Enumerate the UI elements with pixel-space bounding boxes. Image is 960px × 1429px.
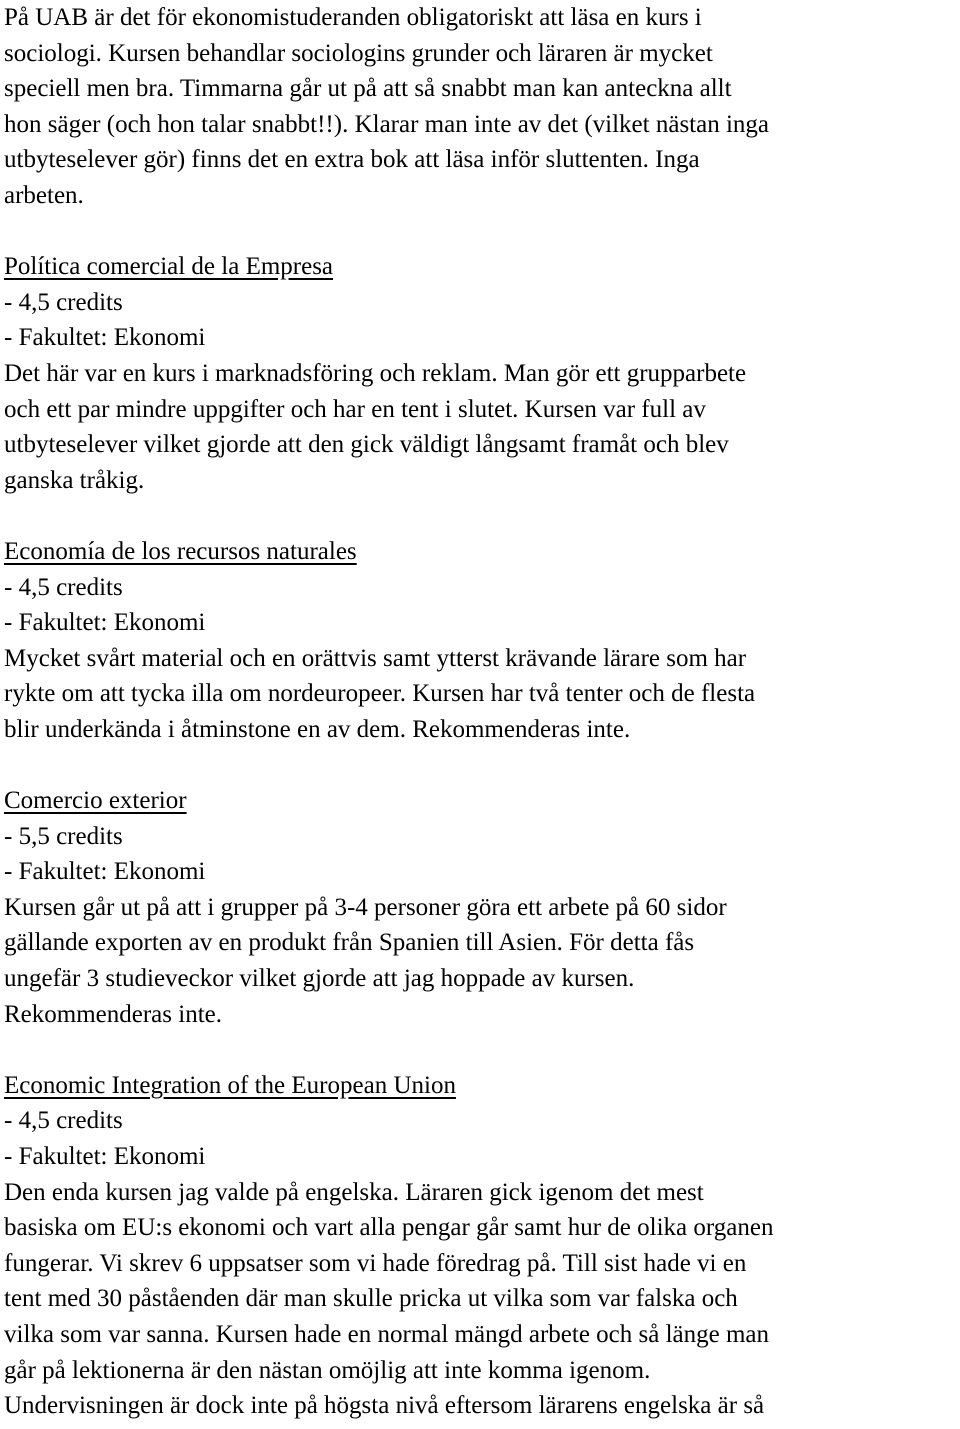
course-credits: - 4,5 credits	[4, 1107, 123, 1135]
course-faculty: - Fakultet: Ekonomi	[4, 609, 206, 637]
course-title: Economic Integration of the European Union	[4, 1071, 456, 1099]
course-credits: - 5,5 credits	[4, 822, 123, 850]
course-description: Den enda kursen jag valde på engelska. Läraren gick igenom det mest basiska om EU:s ekonomi och vart alla pengar går samt hur de olika organen fungerar. Vi skrev 6 uppsatser som vi hade föredrag på. Till sist hade vi en tent med 30 påståenden där man skulle pricka ut vilka som var falska och vilka som var sanna. Kursen hade en normal mängd arbete och så länge man går på lektionerna är den nästan omöjlig att inte komma igenom. Undervisningen är dock inte på högsta nivå eftersom lärarens engelska är så	[4, 1178, 774, 1420]
course-faculty: - Fakultet: Ekonomi	[4, 858, 206, 886]
course-credits: - 4,5 credits	[4, 573, 123, 601]
course-description: Kursen går ut på att i grupper på 3-4 personer göra ett arbete på 60 sidor gällande exporten av en produkt från Spanien till Asien. För detta fås ungefär 3 studieveckor vilket gjorde att jag hoppade av kursen. Rekommenderas inte.	[4, 893, 727, 1028]
course-faculty: - Fakultet: Ekonomi	[4, 1143, 206, 1170]
course-section-comercio-exterior	[4, 783, 960, 1032]
course-faculty: - Fakultet: Ekonomi	[4, 324, 206, 352]
course-title: Economía de los recursos naturales	[4, 537, 357, 565]
course-section-politica-comercial	[4, 249, 960, 498]
course-section-economic-integration	[4, 1068, 960, 1424]
course-credits: - 4,5 credits	[4, 288, 123, 316]
course-description: Mycket svårt material och en orättvis samt ytterst krävande lärare som har rykte om att tycka illa om nordeuropeer. Kursen har två tenter och de flesta blir underkända i åtminstone en av dem. Rekommenderas inte.	[4, 644, 756, 743]
course-description: Det här var en kurs i marknadsföring och reklam. Man gör ett grupparbete och ett par mindre uppgifter och har en tent i slutet. Kursen var full av utbyteselever vilket gjorde att den gick väldigt långsamt framåt och blev ganska tråkig.	[4, 359, 747, 494]
course-title: Política comercial de la Empresa	[4, 253, 334, 281]
course-title: Comercio exterior	[4, 787, 187, 815]
intro-paragraph: På UAB är det för ekonomistuderanden obligatoriskt att läsa en kurs i sociologi. Kursen behandlar sociologins grunder och läraren är mycket speciell men bra. Timmarna går ut på att så snabbt man kan anteckna allt hon säger (och hon talar snabbt!!). Klarar man inte av det (vilket nästan inga utbyteselever gör) finns det en extra bok att läsa inför sluttenten. Inga arbeten.	[4, 4, 770, 209]
course-section-economia-recursos	[4, 534, 960, 748]
